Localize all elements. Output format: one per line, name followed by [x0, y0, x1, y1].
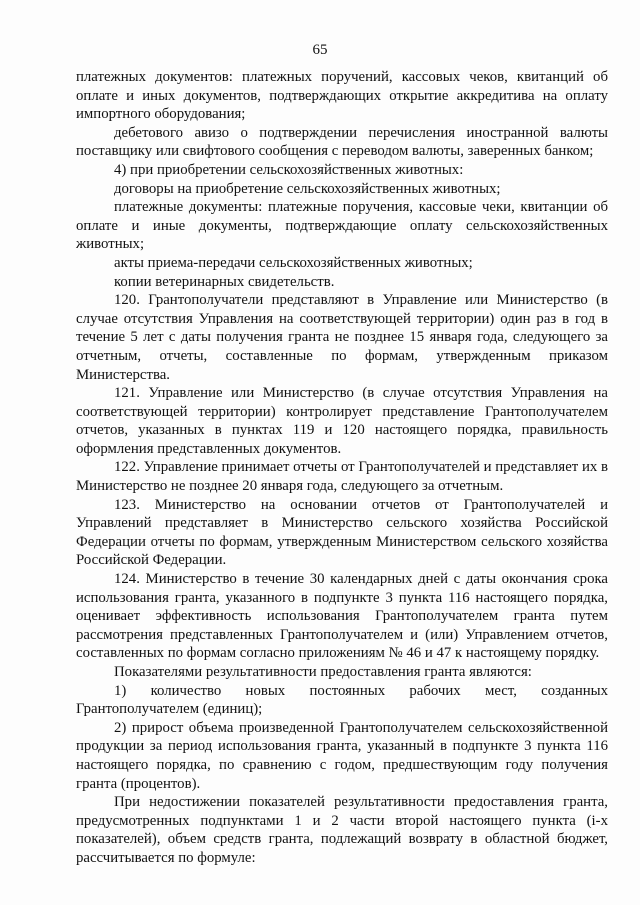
paragraph: При недостижении показателей результативности предоставления гранта, предусмотренных подпунктами 1 и 2 части второй настоящего пункта (i-х показателей), объем средств гранта, подлежащий возврату в областной бюджет, рассчитывается по формуле: — [76, 794, 608, 866]
paragraph: 120. Грантополучатели представляют в Управление или Министерство (в случае отсутствия Управления на соответствующей территории) один раз в год в течение 5 лет с даты получения гранта не позднее 15 января года, следующего за отчетным, отчеты, составленные по формам, утвержденным приказом Министерства. — [76, 292, 608, 383]
paragraph: акты приема-передачи сельскохозяйственных животных; — [114, 254, 473, 271]
paragraph: 2) прирост объема произведенной Грантополучателем сельскохозяйственной продукции за период использования гранта, указанный в подпункте 3 пункта 116 настоящего порядка, по сравнению с годом, предшествующим году получения гранта (процентов). — [76, 719, 608, 792]
paragraph: дебетового авизо о подтверждении перечисления иностранной валюты поставщику или свифтового сообщения с переводом валюты, заверенных банком; — [76, 124, 608, 160]
paragraph: 123. Министерство на основании отчетов от Грантополучателей и Управлений представляет в Министерство сельского хозяйства Российской Федерации отчеты по формам, утвержденным Министерством сельского хозяйства Российской Федерации. — [76, 496, 608, 569]
paragraph: 124. Министерство в течение 30 календарных дней с даты окончания срока использования гранта, указанного в подпункте 3 пункта 116 настоящего порядка, оценивает эффективность использования Грантополучателем гранта путем рассмотрения представленных Грантополучателем и (или) Управлением отчетов, составленных по формам согласно приложениям № 46 и 47 к настоящему порядку. — [76, 571, 608, 662]
document-body — [76, 68, 608, 868]
paragraph: платежные документы: платежные поручения, кассовые чеки, квитанции об оплате и иные документы, подтверждающие оплату сельскохозяйственных животных; — [76, 199, 608, 253]
paragraph: 1) количество новых постоянных рабочих мест, созданных Грантополучателем (единиц); — [76, 682, 608, 718]
paragraph: копии ветеринарных свидетельств. — [114, 273, 335, 290]
paragraph: 121. Управление или Министерство (в случае отсутствия Управления на соответствующей территории) контролирует представление Грантополучателем отчетов, указанных в пунктах 119 и 120 настоящего порядка, правильность оформления представленных документов. — [76, 385, 608, 457]
paragraph: Показателями результативности предоставления гранта являются: — [114, 664, 532, 680]
paragraph: платежных документов: платежных поручений, кассовых чеков, квитанций об оплате и иных документов, подтверждающих открытие аккредитива на оплату импортного оборудования; — [76, 69, 608, 123]
paragraph: 4) при приобретении сельскохозяйственных животных: — [114, 161, 464, 178]
page-number: 65 — [312, 42, 328, 58]
paragraph: договоры на приобретение сельскохозяйственных животных; — [114, 180, 501, 197]
paragraph: 122. Управление принимает отчеты от Грантополучателей и представляет их в Министерство не позднее 20 января года, следующего за отчетным. — [76, 459, 608, 495]
